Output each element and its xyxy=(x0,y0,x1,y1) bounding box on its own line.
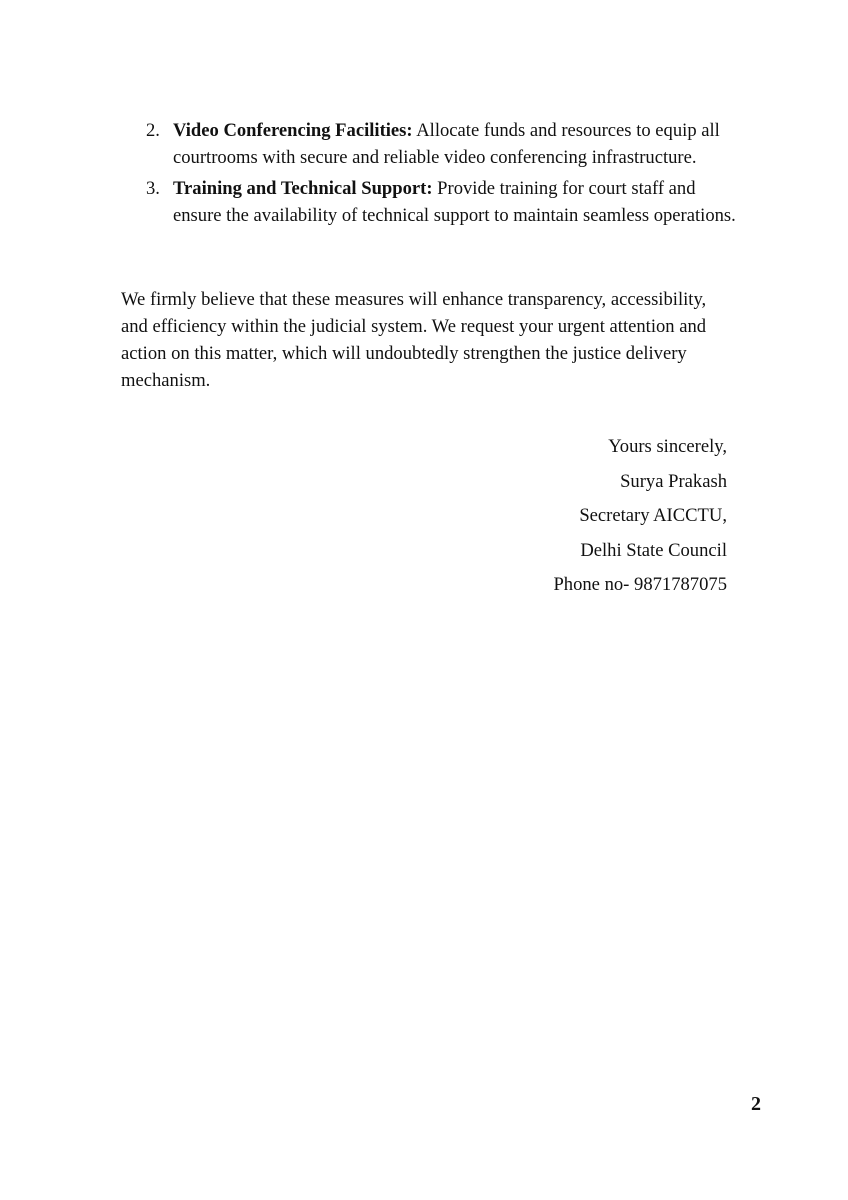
recommendation-list xyxy=(146,118,746,234)
signatory-phone: Phone no- 9871787075 xyxy=(553,574,727,595)
closing-line: Yours sincerely, xyxy=(608,436,727,457)
list-item-number: 2. xyxy=(146,120,160,141)
signature-block xyxy=(553,430,727,603)
list-item xyxy=(146,118,746,171)
signatory-title: Secretary AICCTU, xyxy=(579,505,727,526)
list-item-text: Allocate funds and resources to equip all courtrooms with secure and reliable video conferencing infrastructure. xyxy=(173,120,720,168)
list-item-heading: Training and Technical Support: xyxy=(173,178,433,199)
list-item-text: Provide training for court staff and ensure the availability of technical support to maintain seamless operations. xyxy=(173,178,736,226)
list-item-heading: Video Conferencing Facilities: xyxy=(173,120,413,141)
body-paragraph: We firmly believe that these measures will enhance transparency, accessibility, and efficiency within the judicial system. We request your urgent attention and action on this matter, which will undoubtedly strengthen the justice delivery mechanism. xyxy=(121,289,707,391)
list-item-number: 3. xyxy=(146,178,160,199)
signatory-name: Surya Prakash xyxy=(620,470,727,492)
page-number: 2 xyxy=(751,1093,761,1115)
signatory-council: Delhi State Council xyxy=(580,539,727,561)
list-item xyxy=(146,176,746,229)
